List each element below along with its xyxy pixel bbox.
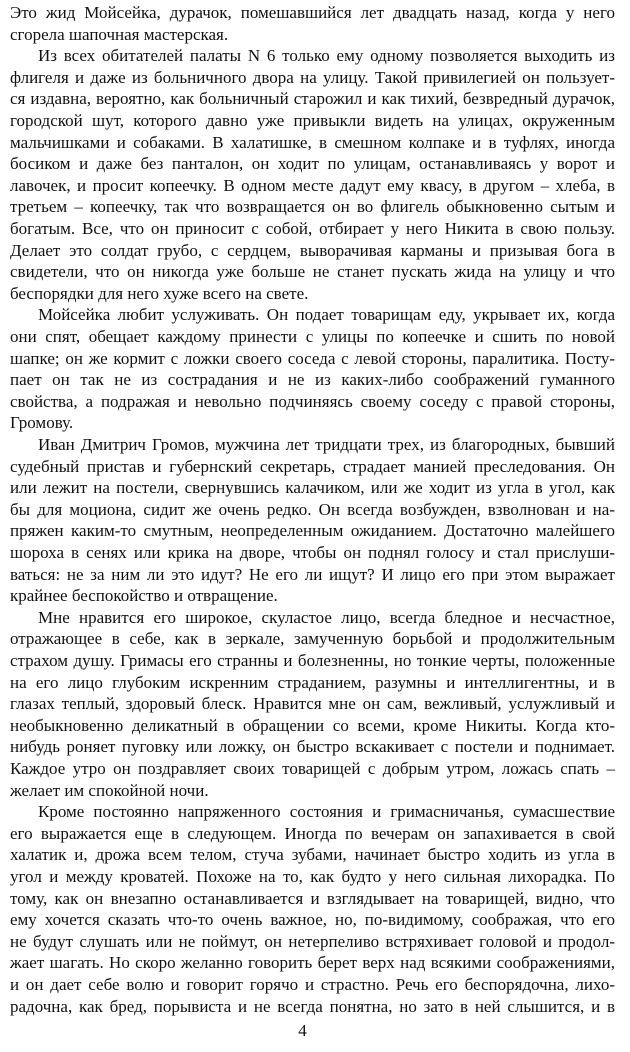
text-line: страхом душу. Гримасы его странны и болезненны, но тонкие черты, положенные bbox=[10, 651, 615, 670]
text-line: необыкновенно деликатный в обращении со всеми, кроме Никиты. Когда кто- bbox=[10, 715, 615, 735]
text-line: жает шагать. Но скоро желанно говорить берет верх над всякими соображениями, bbox=[10, 953, 615, 973]
text-line: мальчишками и собаками. В халатишке, в смешном колпаке и в туфлях, иногда bbox=[10, 132, 615, 152]
text-line: лавочек, и просит копеечку. В одном месте дадут ему квасу, в другом – хлеба, в bbox=[10, 175, 615, 195]
text-line: босиком и даже без панталон, он ходит по улицам, останавливаясь у ворот и bbox=[10, 154, 615, 174]
text-line: Мойсейка любит услуживать. Он подает товарищам еду, укрывает их, когда bbox=[38, 305, 615, 325]
text-line: Из всех обитателей палаты N 6 только ему одному позволяется выходить из bbox=[38, 46, 615, 66]
text-line: ваться: не за ним ли это идут? Не его ли ищут? И лицо его при этом выражает bbox=[10, 564, 615, 584]
text-line: радочна, как бред, порывиста и не всегда понятна, но зато в ней слышится, и в bbox=[10, 996, 615, 1016]
text-line: желает им спокойной ночи. bbox=[10, 780, 209, 800]
text-line: нибудь роняет пуговку или ложку, он быстро вскакивает с постели и поднимает. bbox=[10, 737, 615, 757]
text-line: крайнее беспокойство и отвращение. bbox=[10, 586, 278, 606]
text-line: Мне нравится его широкое, скуластое лицо, всегда бледное и несчастное, bbox=[38, 607, 615, 627]
text-line: шапке; он же кормит с ложки своего соседа с левой стороны, паралитика. Посту- bbox=[10, 348, 615, 368]
text-line: Кроме постоянно напряженного состояния и гримасничанья, сумасшествие bbox=[38, 802, 615, 822]
text-line: свидетели, что он никогда уже больше не станет пускать жида на улицу и что bbox=[10, 262, 615, 282]
text-line: Громову. bbox=[10, 413, 74, 433]
text-line: пает он так не из сострадания и не из каких-либо соображений гуманного bbox=[10, 370, 615, 390]
text-line: они спят, обещает каждому принести с улицы по копеечке и сшить по новой bbox=[10, 327, 615, 346]
text-line: сгорела шапочная мастерская. bbox=[10, 24, 229, 44]
text-line: Иван Дмитрич Громов, мужчина лет тридцати трех, из благородных, бывший bbox=[38, 435, 615, 454]
text-line: его выражается еще в следующем. Иногда по вечерам он запахивается в свой bbox=[10, 823, 615, 843]
text-line: беспорядки для него хуже всего на свете. bbox=[10, 283, 309, 303]
text-line: Делает это солдат грубо, с сердцем, выворачивая карманы и призывая бога в bbox=[10, 240, 615, 260]
text-line: не будут слушать или не поймут, он нетерпеливо встряхивает головой и продол- bbox=[10, 931, 615, 951]
text-line: свойства, а подражая и невольно подчиняясь своему соседу с правой стороны, bbox=[10, 391, 615, 411]
text-line: на его лицо глубоким искренним страданием, разумны и интеллигентны, и в bbox=[10, 672, 615, 692]
text-line: богатым. Все, что он приносит с собой, отбирает у него Никита в свою пользу. bbox=[10, 219, 615, 238]
text-line: и он дает себе волю и говорит горячо и страстно. Речь его беспорядочна, лихо- bbox=[10, 975, 615, 994]
text-line: отражающее в себе, как в зеркале, замученную борьбой и продолжительным bbox=[10, 629, 615, 649]
book-page bbox=[10, 2, 615, 1050]
text-line: ему хочется сказать что-то очень важное, но, по-видимому, соображая, что его bbox=[10, 910, 615, 930]
text-line: бы для моциона, сидит же очень редко. Он всегда возбужден, взволнован и на- bbox=[10, 499, 615, 519]
page-number: 4 bbox=[298, 1021, 307, 1040]
text-line: ся издавна, вероятно, как больничный старожил и как тихий, безвредный дурачок, bbox=[10, 89, 615, 109]
text-line: третьем – копеечку, так что возвращается он во флигель обыкновенно сытым и bbox=[10, 197, 615, 217]
text-line: или лежит на постели, свернувшись калачиком, или же ходит из угла в угол, как bbox=[10, 478, 615, 498]
text-line: халатик и, дрожа всем телом, стуча зубами, начинает быстро ходить из угла в bbox=[10, 845, 615, 865]
text-line: Это жид Мойсейка, дурачок, помешавшийся лет двадцать назад, когда у него bbox=[10, 3, 615, 22]
text-line: флигеля и даже из больничного двора на улицу. Такой привилегией он пользует- bbox=[10, 67, 615, 87]
text-line: глазах теплый, здоровый блеск. Нравится мне он сам, вежливый, услужливый и bbox=[10, 694, 615, 714]
text-line: городской шут, которого давно уже привыкли видеть на улицах, окруженным bbox=[10, 111, 615, 130]
text-line: шороха в сенях или крика на дворе, чтобы он поднял голосу и стал прислуши- bbox=[10, 543, 615, 562]
text-line: судебный пристав и губернский секретарь, страдает манией преследования. Он bbox=[10, 456, 615, 476]
text-line: пряжен каким-то смутным, неопределенным ожиданием. Достаточно малейшего bbox=[10, 521, 615, 541]
text-line: тому, как он внезапно останавливается и взглядывает на товарищей, видно, что bbox=[10, 888, 615, 908]
text-line: угол и между кроватей. Похоже на то, как будто у него сильная лихорадка. По bbox=[10, 867, 615, 886]
text-line: Каждое утро он поздравляет своих товарищей с добрым утром, ложась спать – bbox=[10, 759, 615, 778]
